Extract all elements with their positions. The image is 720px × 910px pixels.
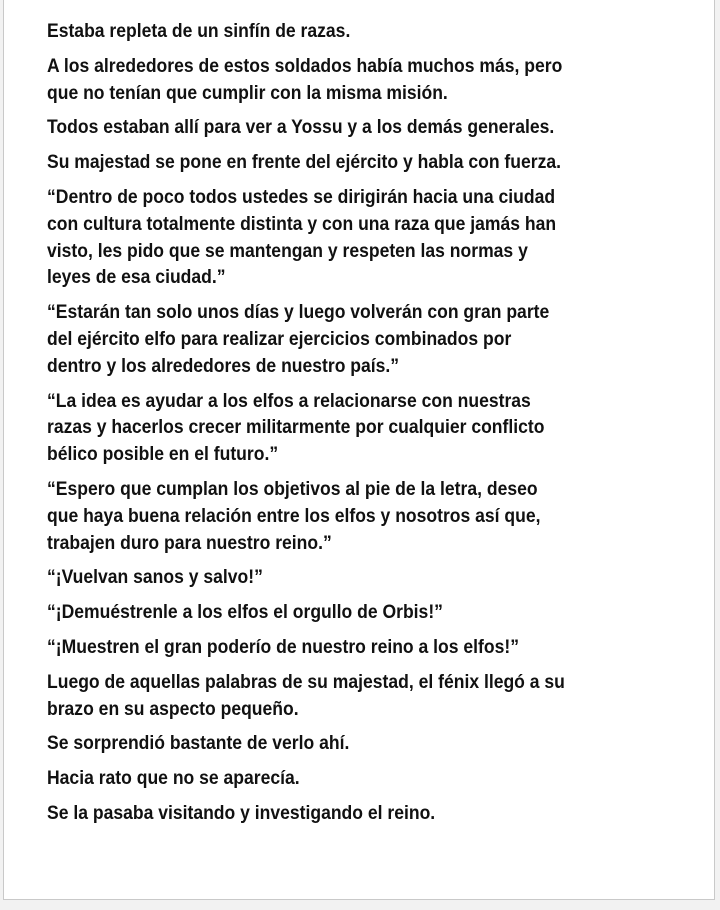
paragraph bbox=[47, 149, 677, 176]
text-line: Hacia rato que no se aparecía. bbox=[47, 767, 300, 790]
text-line: trabajen duro para nuestro reino.” bbox=[47, 531, 332, 554]
paragraph bbox=[47, 634, 677, 661]
text-line: leyes de esa ciudad.” bbox=[47, 266, 226, 289]
paragraph bbox=[47, 184, 677, 291]
text-line: “Dentro de poco todos ustedes se dirigirán hacia una ciudad bbox=[47, 185, 556, 208]
paragraph bbox=[47, 299, 677, 379]
text-line: “La idea es ayudar a los elfos a relacionarse con nuestras bbox=[47, 389, 531, 412]
paragraph bbox=[47, 800, 677, 827]
text-line: bélico posible en el futuro.” bbox=[47, 443, 279, 466]
text-line: Estaba repleta de un sinfín de razas. bbox=[47, 20, 351, 42]
paragraph bbox=[47, 18, 677, 45]
paragraph bbox=[47, 599, 677, 626]
text-line: “¡Muestren el gran poderío de nuestro reino a los elfos!” bbox=[47, 635, 519, 658]
text-line: con cultura totalmente distinta y con una raza que jamás han bbox=[47, 212, 557, 235]
text-line: brazo en su aspecto pequeño. bbox=[47, 697, 299, 720]
text-line: Se sorprendió bastante de verlo ahí. bbox=[47, 732, 350, 755]
paragraph bbox=[47, 53, 677, 107]
text-line: dentro y los alrededores de nuestro país.” bbox=[47, 354, 400, 377]
paragraph bbox=[47, 114, 677, 141]
text-line: Su majestad se pone en frente del ejército y habla con fuerza. bbox=[47, 151, 561, 174]
text-line: Se la pasaba visitando y investigando el reino. bbox=[47, 801, 436, 824]
text-line: que no tenían que cumplir con la misma misión. bbox=[47, 81, 448, 104]
document-body bbox=[47, 18, 677, 835]
text-line: Todos estaban allí para ver a Yossu y a los demás generales. bbox=[47, 116, 555, 139]
text-line: “Espero que cumplan los objetivos al pie de la letra, deseo bbox=[47, 477, 538, 500]
paragraph bbox=[47, 765, 677, 792]
document-page bbox=[3, 0, 715, 900]
text-line: visto, les pido que se mantengan y respeten las normas y bbox=[47, 239, 528, 262]
paragraph bbox=[47, 476, 677, 556]
text-line: razas y hacerlos crecer militarmente por cualquier conflicto bbox=[47, 416, 545, 439]
paragraph bbox=[47, 388, 677, 468]
text-line: del ejército elfo para realizar ejercicios combinados por bbox=[47, 327, 512, 350]
text-line: A los alrededores de estos soldados había muchos más, pero bbox=[47, 54, 563, 77]
paragraph bbox=[47, 730, 677, 757]
text-line: que haya buena relación entre los elfos y nosotros así que, bbox=[47, 504, 541, 527]
text-line: Luego de aquellas palabras de su majestad, el fénix llegó a su bbox=[47, 670, 565, 693]
text-line: “¡Demuéstrenle a los elfos el orgullo de Orbis!” bbox=[47, 601, 443, 624]
paragraph bbox=[47, 564, 677, 591]
paragraph bbox=[47, 669, 677, 723]
text-line: “¡Vuelvan sanos y salvo!” bbox=[47, 566, 263, 589]
text-line: “Estarán tan solo unos días y luego volverán con gran parte bbox=[47, 301, 550, 324]
